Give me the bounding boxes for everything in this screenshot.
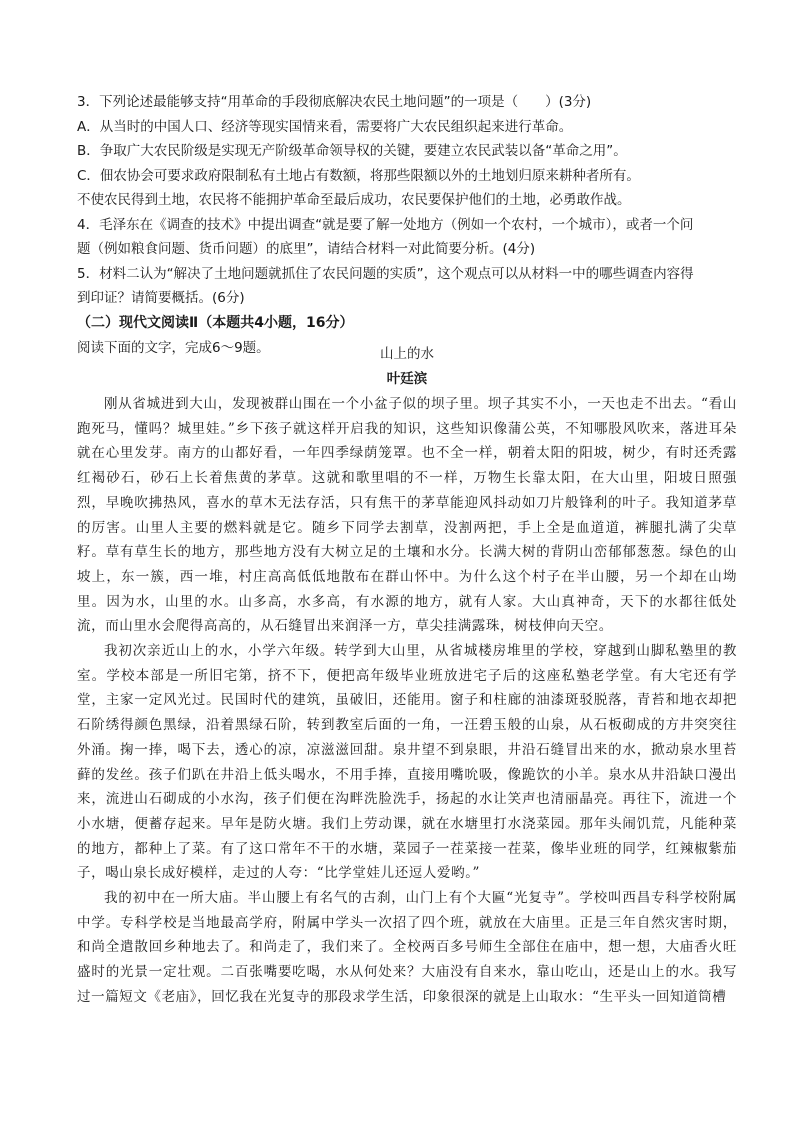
question-3: 3．下列论述最能够支持“用革命的手段彻底解决农民土地问题”的一项是（ ）(3分) [77, 94, 592, 110]
option-a: A．从当时的中国人口、经济等现实国情来看，需要将广大农民组织起来进行革命。 [77, 118, 573, 135]
article-paragraph-3: 我的初中在一所大庙。半山腰上有名气的古刹，山门上有个大匾“光复寺”。学校叫西昌专科学校附属中学。专科学校是当地最高学府，附属中学头一次招了四个班，就放在大庙里。正是三年自然灾害时期，和尚全遣散回乡种地去了。和尚走了，我们来了。全校两百多号师生全部住在庙中，想一想，大庙香火旺盛时的光景一定壮观。二百张嘴要吃喝，水从何处来？大庙没有自来水，靠山吃山，还是山上的水。我写过一篇短文《老庙》，回忆我在光复寺的那段求学生活，印象很深的就是上山取水：“生平头一回知道筒槽 [77, 890, 737, 1005]
question-4-line-2: 题（例如粮食问题、货币问题）的底里”，请结合材料一对此简要分析。(4分) [77, 241, 536, 257]
questions-section [77, 90, 737, 360]
option-c: C．佃农协会可要求政府限制私有土地占有数额，将那些限额以外的土地划归原来耕种者所有。 [77, 167, 640, 184]
section-heading: （二）现代文阅读Ⅱ（本题共4小题，16分） [77, 314, 354, 331]
question-4-line-1: 4．毛泽东在《调查的技术》中提出调查“就是要了解一处地方（例如一个农村，一个城市），或者一个问 [77, 216, 694, 233]
option-d: 不使农民得到土地，农民将不能拥护革命至最后成功，农民要保护他们的土地，必勇敢作战。 [77, 192, 631, 208]
article [77, 342, 737, 1010]
article-paragraph-2: 我初次亲近山上的水，小学六年级。转学到大山里，从省城楼房堆里的学校，穿越到山脚私塾里的教室。学校本部是一所旧宅第，挤不下，便把高年级毕业班放进宅子后的这座私塾老学堂。有大宅还有学堂，主家一定风光过。民国时代的建筑，虽破旧，还能用。窗子和柱廊的油漆斑驳脱落，青苔和地衣却把石阶绣得颜色黑绿，沿着黑绿石阶，转到教室后面的一角，一汪碧玉般的山泉，从石板砌成的方井突突往外涌。掬一捧，喝下去，透心的凉，凉滋滋回甜。泉井望不到泉眼，井沿石缝冒出来的水，掀动泉水里苔藓的发丝。孩子们趴在井沿上低头喝水，不用手捧，直接用嘴吮吸，像跪饮的小羊。泉水从井沿缺口漫出来，流进山石砌成的小水沟，孩子们便在沟畔洗脸洗手，扬起的水让笑声也清丽晶亮。再往下，流进一个小水塘，便蓄存起来。早年是防火塘。我们上劳动课，就在水塘里打水浇菜园。那年头闹饥荒，凡能种菜的地方，都种上了菜。有了这口常年不干的水塘，菜园子一茬菜接一茬菜，像毕业班的同学，红辣椒紫茄子，喝山泉长成好模样，走过的人夸：“比学堂娃儿还逗人爱哟。” [77, 643, 737, 882]
question-5-line-1: 5．材料二认为“解决了土地问题就抓住了农民问题的实质”，这个观点可以从材料一中的哪些调查内容得 [77, 265, 694, 282]
article-title: 山上的水 [380, 346, 434, 362]
article-author: 叶廷滨 [386, 371, 428, 387]
option-b: B．争取广大农民阶级是实现无产阶级革命领导权的关键，要建立农民武装以备“革命之用”。 [77, 143, 627, 159]
question-5-line-2: 到印证？请简要概括。(6分) [77, 290, 245, 306]
article-paragraph-1: 刚从省城进到大山，发现被群山围在一个小盆子似的坝子里。坝子其实不小，一天也走不出去。“看山跑死马，懂吗？城里娃。”乡下孩子就这样开启我的知识，这些知识像蒲公英，不知哪股风吹来，落进耳朵就在心里发芽。南方的山都好看，一年四季绿荫笼罩。也不全一样，朝着太阳的阳坡，树少，有时还秃露红褐砂石，砂石上长着焦黄的茅草。这就和歌里唱的不一样，万物生长靠太阳，在大山里，阳坡日照强烈，早晚吹拂热风，喜水的草木无法存活，只有焦干的茅草能迎风抖动如刀片般锋利的叶子。我知道茅草的厉害。山里人主要的燃料就是它。随乡下同学去割草，没割两把，手上全是血道道，裤腿扎满了尖草籽。草有草生长的地方，那些地方没有大树立足的土壤和水分。长满大树的背阴山峦郁郁葱葱。绿色的山坡上，东一簇，西一堆，村庄高高低低地散布在群山怀中。为什么这个村子在半山腰，另一个却在山坳里。因为水，山里的水。山多高，水多高，有水源的地方，就有人家。大山真神奇，天下的水都往低处流，而山里水会爬得高高的，从石缝冒出来润泽一方，草尖挂满露珠，树枝伸向天空。 [77, 396, 737, 635]
section-instruction: 阅读下面的文字，完成6～9题。 [77, 339, 270, 356]
